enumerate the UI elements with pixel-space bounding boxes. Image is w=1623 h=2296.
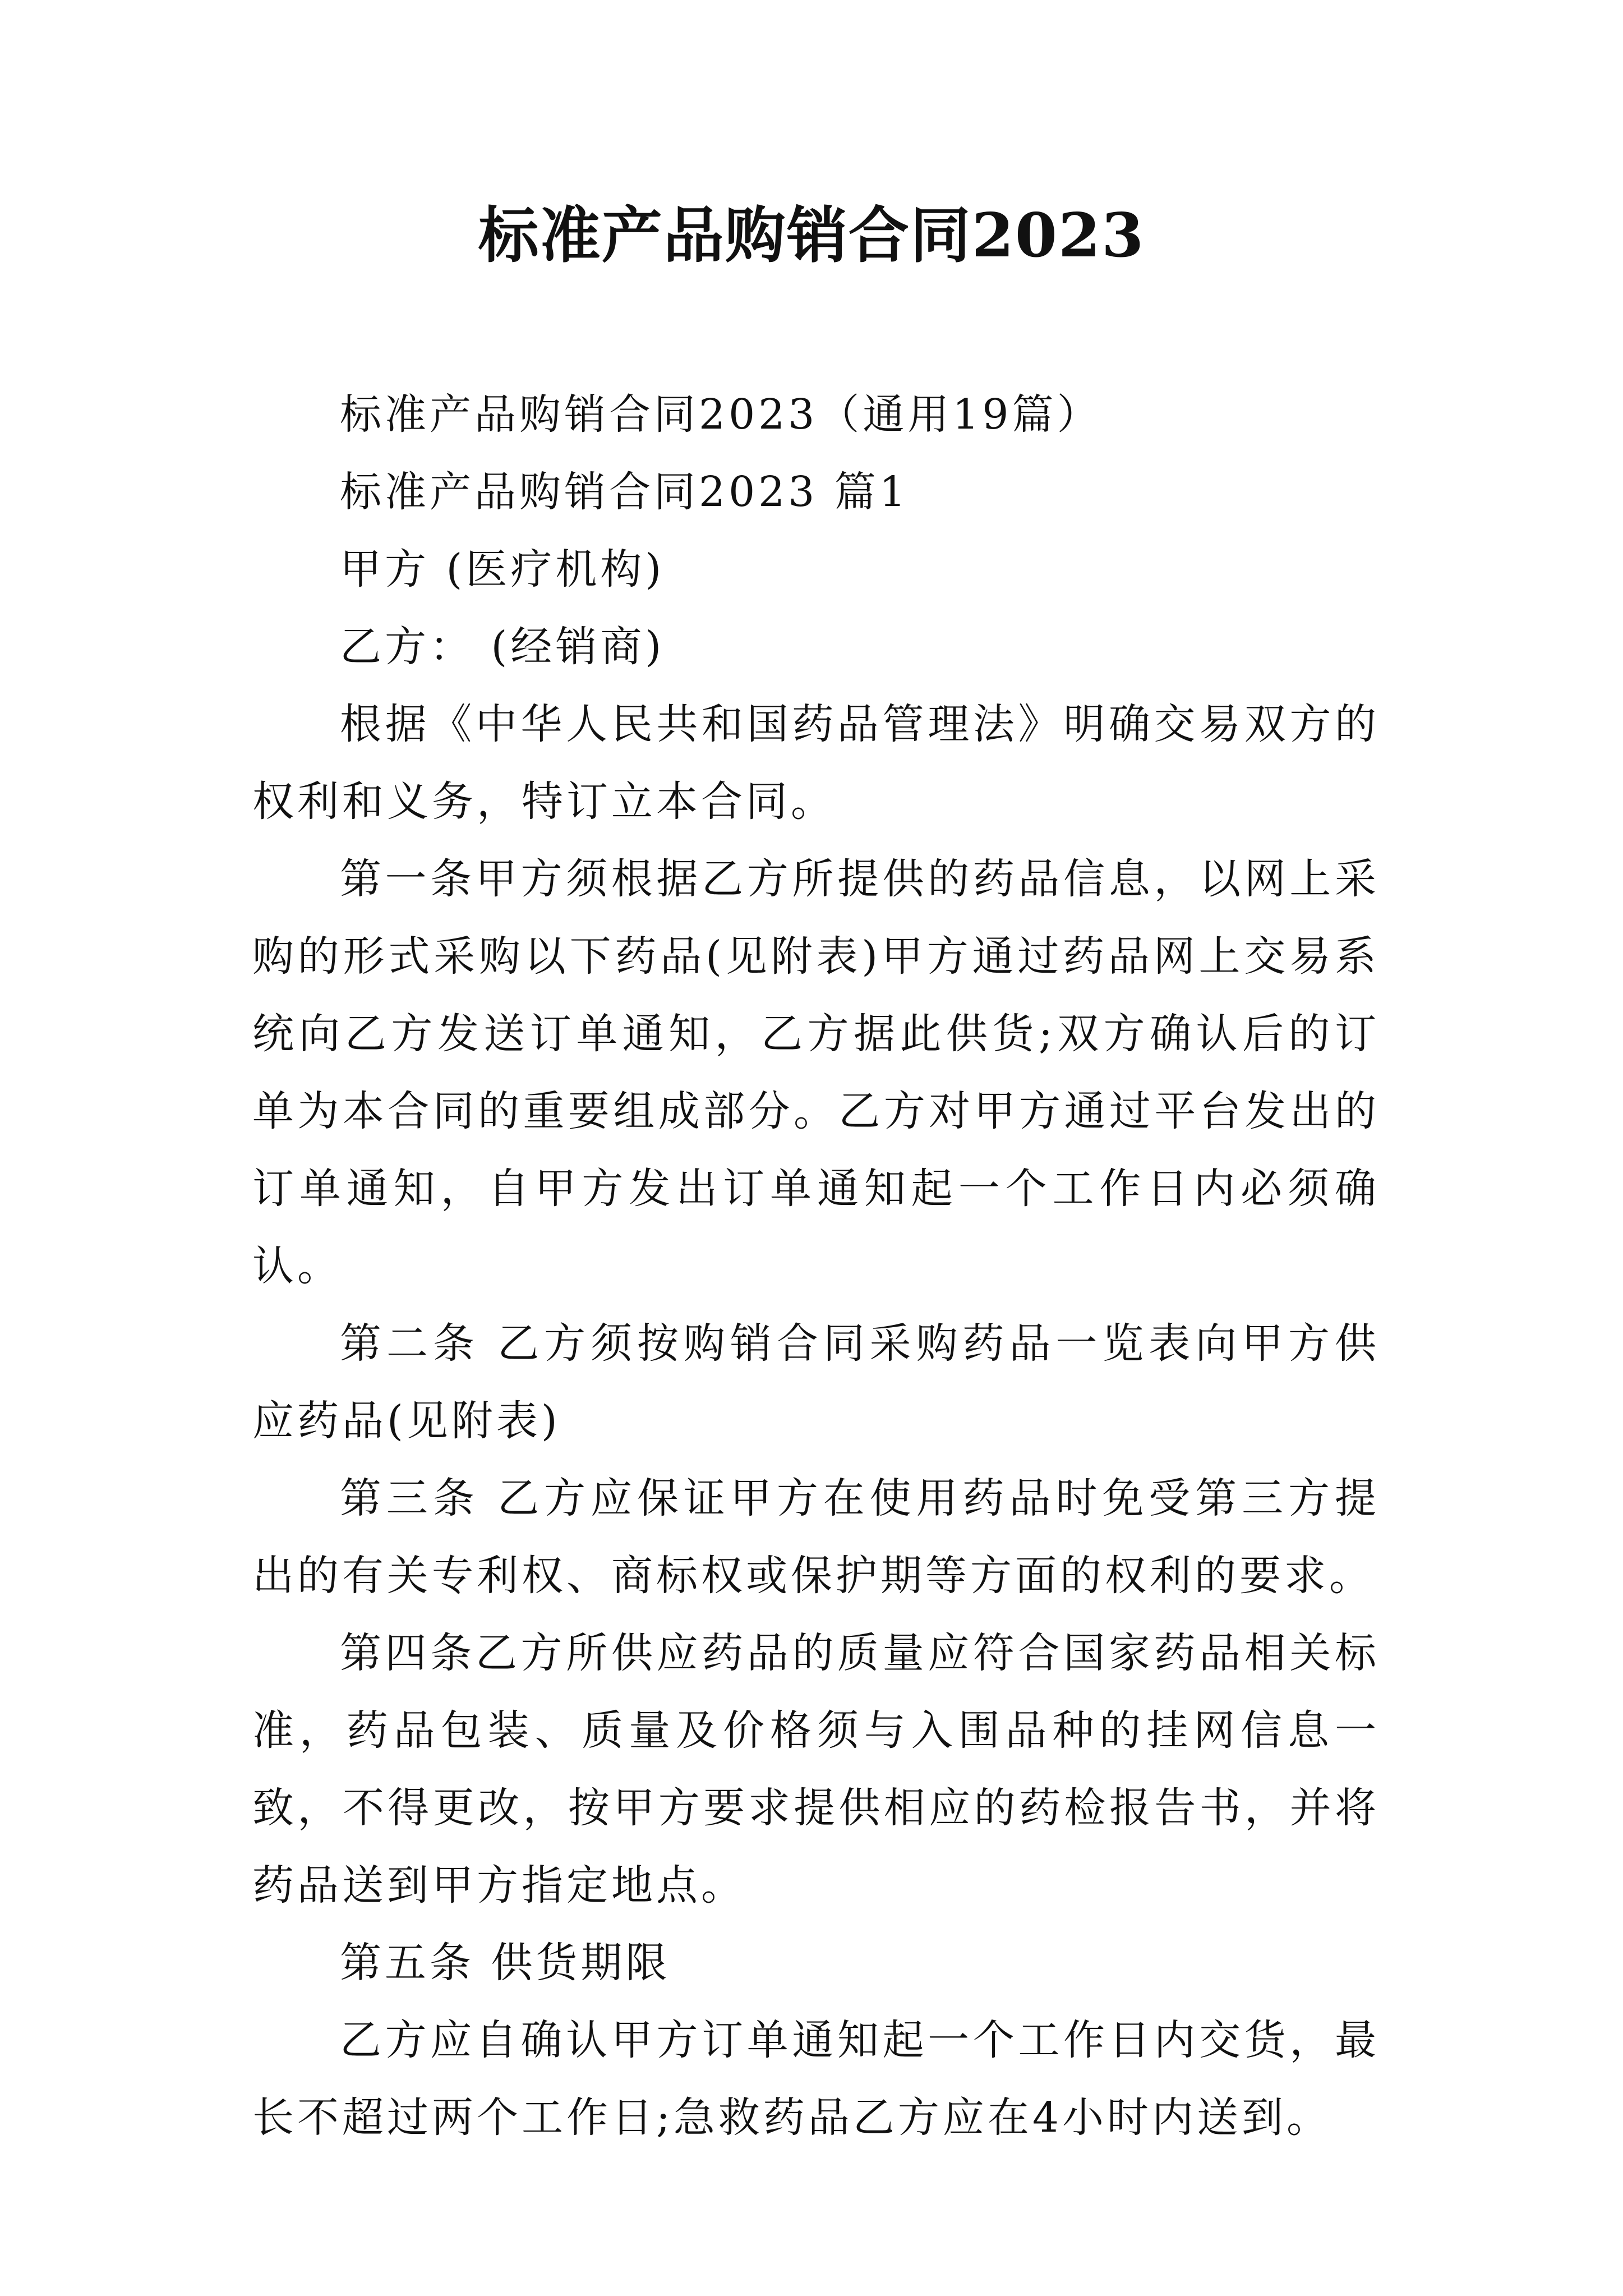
paragraph-party-a: 甲方 (医疗机构) [340,545,665,593]
paragraph-article-1: 第一条甲方须根据乙方所提供的药品信息，以网上采购的形式采购以下药品(见附表)甲方通过药品网上交易系统向乙方发送订单通知，乙方据此供货;双方确认后的订单为本合同的重要组成部分。乙方对甲方通过平台发出的订单通知，自甲方发出订单通知起一个工作日内必须确认。 [252,855,1380,1290]
document-title: 标准产品购销合同2023 [478,200,1145,271]
paragraph-subtitle: 标准产品购销合同2023（通用19篇） [340,390,1102,439]
paragraph-article-5-body: 乙方应自确认甲方订单通知起一个工作日内交货，最长不超过两个工作日;急救药品乙方应在4小时内送到。 [252,2016,1380,2142]
paragraph-article-5-heading: 第五条 供货期限 [340,1939,671,1987]
paragraph-part-heading: 标准产品购销合同2023 篇1 [340,468,909,516]
paragraph-article-2: 第二条 乙方须按购销合同采购药品一览表向甲方供应药品(见附表) [252,1319,1380,1445]
paragraph-party-b: 乙方： (经销商) [340,623,665,671]
paragraph-article-3: 第三条 乙方应保证甲方在使用药品时免受第三方提出的有关专利权、商标权或保护期等方面的权利的要求。 [252,1474,1380,1600]
paragraph-article-4: 第四条乙方所供应药品的质量应符合国家药品相关标准，药品包装、质量及价格须与入围品种的挂网信息一致，不得更改，按甲方要求提供相应的药检报告书，并将药品送到甲方指定地点。 [252,1629,1380,1910]
document-body [252,376,1380,2156]
paragraph-preamble: 根据《中华人民共和国药品管理法》明确交易双方的权利和义务，特订立本合同。 [252,700,1380,826]
